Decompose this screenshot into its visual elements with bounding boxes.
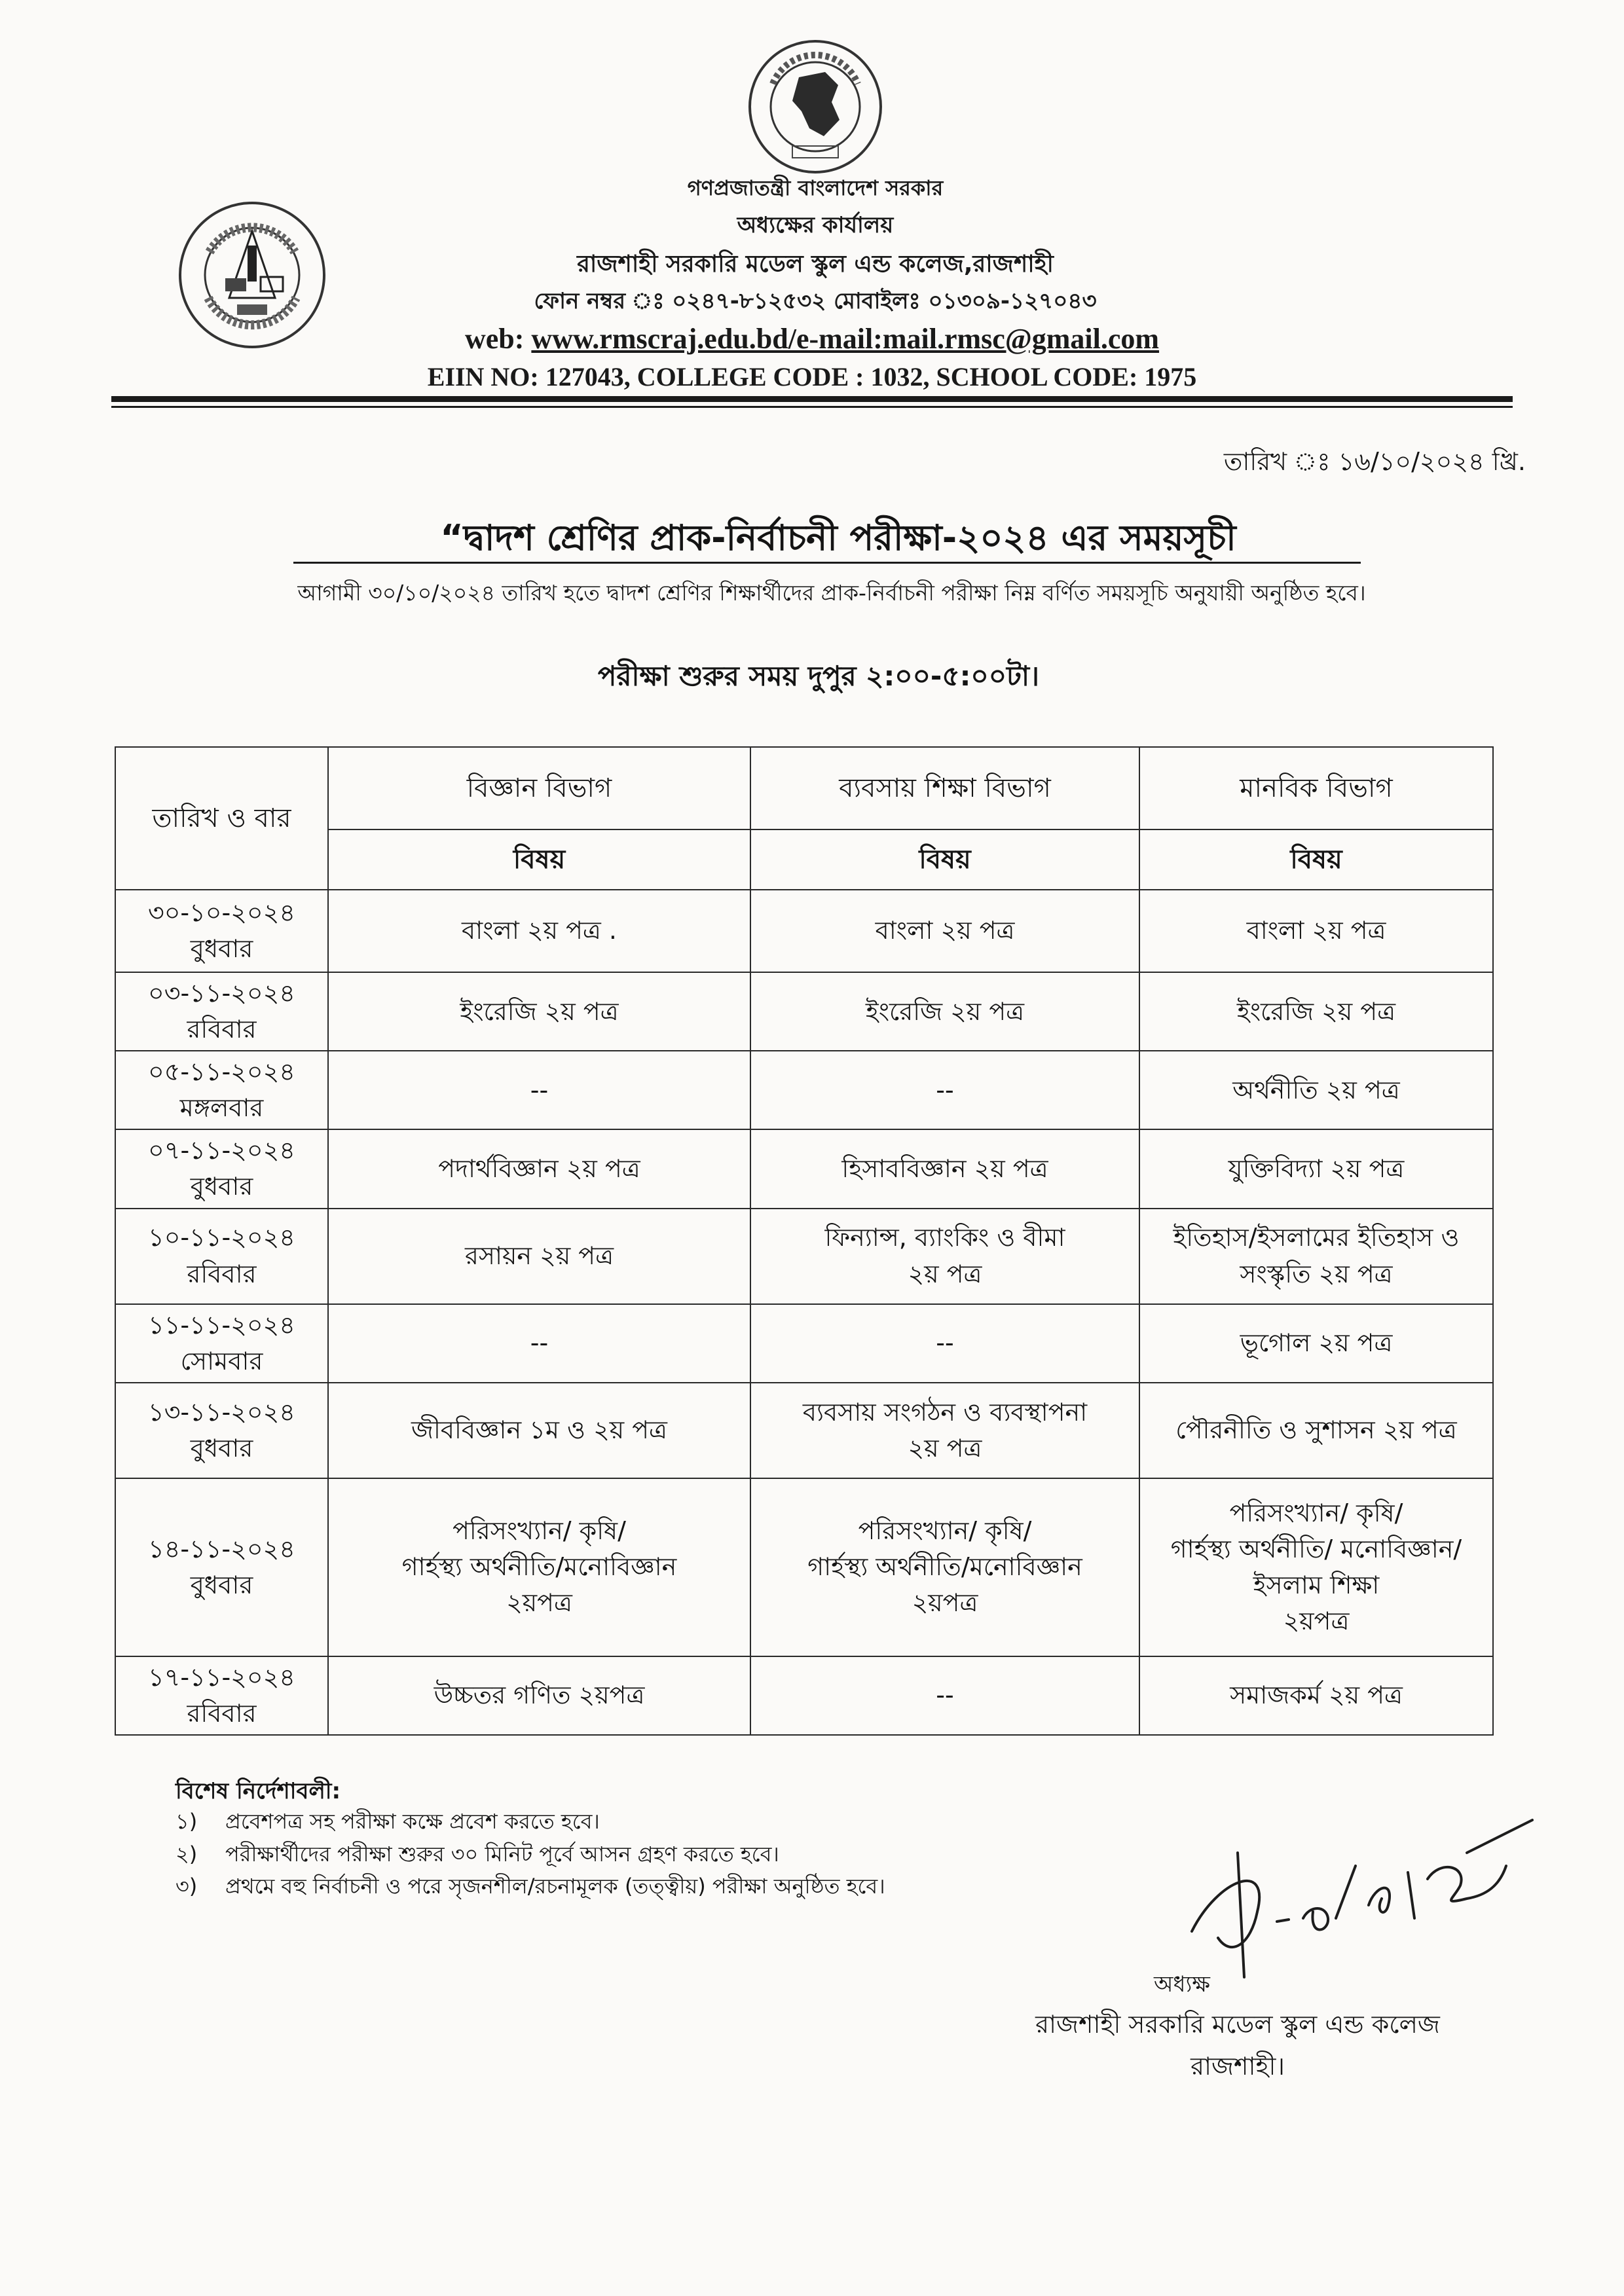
date-day-cell (115, 890, 328, 972)
header-divider-thick (111, 396, 1513, 402)
subject-line: -- (530, 1328, 549, 1358)
signatory-college: রাজশাহী সরকারি মডেল স্কুল এন্ড কলেজ (1035, 2010, 1440, 2039)
exam-date: ০৫-১১-২০২৪ (148, 1057, 295, 1087)
instructions-title: বিশেষ নির্দেশাবলী: (175, 1778, 341, 1804)
subject-line: বাংলা ২য় পত্র (1246, 916, 1386, 945)
signatory-title: অধ্যক্ষ (1154, 1971, 1210, 1997)
business-subject-cell (750, 1051, 1139, 1129)
subject-line: ভূগোল ২য় পত্র (1240, 1328, 1393, 1358)
table-row (115, 1304, 1493, 1383)
date-day-cell (115, 1656, 328, 1735)
subject-line: গার্হস্থ্য অর্থনীতি/মনোবিজ্ঞান (807, 1552, 1082, 1582)
humanities-subject-cell (1139, 890, 1493, 972)
humanities-subject-cell (1139, 972, 1493, 1051)
school-logo-icon (177, 200, 327, 350)
header-divider-thin (111, 406, 1513, 408)
subject-line: সংস্কৃতি ২য় পত্র (1240, 1259, 1393, 1288)
business-subject-header: বিষয় (750, 829, 1139, 890)
instruction-item: ৩) প্রথমে বহু নির্বাচনী ও পরে সৃজনশীল/রচনামূলক (তত্ত্বীয়) পরীক্ষা অনুষ্ঠিত হবে। (175, 1874, 885, 1899)
subject-line: ইংরেজি ২য় পত্র (1236, 996, 1396, 1026)
title-underline (293, 562, 1361, 564)
web-email-line (367, 322, 1257, 355)
instructions-list (175, 1806, 885, 1903)
office-name: অধ্যক্ষের কার্যালয় (737, 212, 894, 238)
date-day-header: তারিখ ও বার (115, 747, 328, 890)
subject-line: পরিসংখ্যান/ কৃষি/ (452, 1516, 626, 1546)
science-subject-cell (328, 1129, 750, 1208)
subject-line: অর্থনীতি ২য় পত্র (1232, 1075, 1400, 1104)
exam-date: ১০-১১-২০২৪ (148, 1223, 295, 1252)
date-day-cell (115, 1383, 328, 1478)
business-subject-cell (750, 1209, 1139, 1304)
exam-day: রবিবার (187, 1698, 257, 1728)
table-row (115, 972, 1493, 1051)
web-link[interactable]: www.rmscraj.edu.bd/e-mail:mail.rmsc@gmail.com (531, 323, 1160, 355)
subject-line: সমাজকর্ম ২য় পত্র (1230, 1681, 1403, 1710)
exam-start-time: পরীক্ষা শুরুর সময় দুপুর ২:০০-৫:০০টা। (597, 660, 1040, 692)
science-subject-cell (328, 1209, 750, 1304)
subject-line: জীববিজ্ঞান ১ম ও ২য় পত্র (411, 1415, 667, 1445)
signatory-city: রাজশাহী। (1190, 2052, 1285, 2081)
exam-date: ৩০-১০-২০২৪ (148, 898, 295, 927)
subject-line: পরিসংখ্যান/ কৃষি/ (858, 1516, 1032, 1546)
table-row (115, 1209, 1493, 1304)
date-day-cell (115, 1304, 328, 1383)
subject-line: ইসলাম শিক্ষা (1253, 1570, 1380, 1599)
exam-date: ১৩-১১-২০২৪ (148, 1397, 295, 1427)
subject-line: হিসাববিজ্ঞান ২য় পত্র (841, 1154, 1048, 1183)
exam-schedule-table (115, 746, 1494, 1736)
subject-line: উচ্চতর গণিত ২য়পত্র (434, 1681, 645, 1710)
date-day-cell (115, 972, 328, 1051)
science-subject-cell (328, 1383, 750, 1478)
subject-line: ব্যবসায় সংগঠন ও ব্যবস্থাপনা (802, 1397, 1088, 1427)
business-subject-cell (750, 890, 1139, 972)
table-row (115, 1129, 1493, 1208)
subject-line: যুক্তিবিদ্যা ২য় পত্র (1228, 1154, 1405, 1183)
science-subject-cell (328, 1051, 750, 1129)
government-name: গণপ্রজাতন্ত্রী বাংলাদেশ সরকার (687, 175, 944, 200)
business-subject-cell (750, 1383, 1139, 1478)
exam-day: বুধবার (190, 1172, 253, 1201)
subject-line: পৌরনীতি ও সুশাসন ২য় পত্র (1175, 1415, 1457, 1445)
humanities-subject-cell (1139, 1051, 1493, 1129)
science-subject-cell (328, 890, 750, 972)
humanities-subject-cell (1139, 1304, 1493, 1383)
table-row (115, 1478, 1493, 1656)
humanities-subject-cell (1139, 1129, 1493, 1208)
exam-date: ১১-১১-২০২৪ (148, 1310, 295, 1339)
exam-day: বুধবার (190, 1433, 253, 1463)
business-subject-cell (750, 1478, 1139, 1656)
business-subject-cell (750, 1656, 1139, 1735)
subject-line: ফিন্যান্স, ব্যাংকিং ও বীমা (824, 1223, 1065, 1252)
document-date: তারিখ ঃ ১৬/১০/২০২৪ খ্রি. (1223, 447, 1526, 476)
phone-numbers: ফোন নম্বর ঃ ০২৪৭-৮১২৫৩২ মোবাইলঃ ০১৩০৯-১২৭০৪৩ (534, 288, 1097, 314)
science-subject-cell (328, 1478, 750, 1656)
subject-line: -- (936, 1681, 954, 1710)
business-subject-cell (750, 1304, 1139, 1383)
government-seal-icon (747, 38, 884, 175)
exam-date: ১৭-১১-২০২৪ (148, 1662, 295, 1692)
subject-line: -- (530, 1075, 549, 1104)
eiin-codes: EIIN NO: 127043, COLLEGE CODE : 1032, SCHOOL CODE: 1975 (427, 362, 1197, 392)
date-day-cell (115, 1129, 328, 1208)
subject-line: পদার্থবিজ্ঞান ২য় পত্র (438, 1154, 640, 1183)
exam-day: বুধবার (190, 1570, 253, 1599)
business-subject-cell (750, 1129, 1139, 1208)
intro-text: আগামী ৩০/১০/২০২৪ তারিখ হতে দ্বাদশ শ্রেণির শিক্ষার্থীদের প্রাক-নির্বাচনী পরীক্ষা নিম্ন বর্ণিত সময়সূচি অনুযায়ী অনুষ্ঠিত হবে। (297, 580, 1366, 606)
subject-line: বাংলা ২য় পত্র . (462, 916, 617, 945)
instruction-item: ১) প্রবেশপত্র সহ পরীক্ষা কক্ষে প্রবেশ করতে হবে। (175, 1809, 600, 1834)
web-prefix: web: (464, 323, 532, 355)
college-name: রাজশাহী সরকারি মডেল স্কুল এন্ড কলেজ,রাজশাহী (577, 251, 1054, 278)
humanities-subject-cell (1139, 1656, 1493, 1735)
humanities-subject-cell (1139, 1478, 1493, 1656)
subject-line: -- (936, 1328, 954, 1358)
instruction-item: ২) পরীক্ষার্থীদের পরীক্ষা শুরুর ৩০ মিনিট পূর্বে আসন গ্রহণ করতে হবে। (175, 1841, 779, 1867)
subject-line: -- (936, 1075, 954, 1104)
science-subject-cell (328, 972, 750, 1051)
document-title: “দ্বাদশ শ্রেণির প্রাক-নির্বাচনী পরীক্ষা-২০২৪ এর সময়সূচী (440, 517, 1236, 558)
table-row (115, 1051, 1493, 1129)
subject-line: ইতিহাস/ইসলামের ইতিহাস ও (1173, 1223, 1460, 1252)
subject-line: বাংলা ২য় পত্র (875, 916, 1015, 945)
date-day-cell (115, 1478, 328, 1656)
exam-day: রবিবার (187, 1259, 257, 1288)
exam-day: সোমবার (180, 1346, 263, 1376)
table-row (115, 890, 1493, 972)
science-subject-cell (328, 1656, 750, 1735)
date-day-cell (115, 1209, 328, 1304)
subject-line: ২য়পত্র (1283, 1606, 1350, 1635)
exam-day: রবিবার (187, 1015, 257, 1044)
subject-line: গার্হস্থ্য অর্থনীতি/মনোবিজ্ঞান (401, 1552, 677, 1582)
science-dept-header: বিজ্ঞান বিভাগ (328, 747, 750, 829)
business-subject-cell (750, 972, 1139, 1051)
science-subject-cell (328, 1304, 750, 1383)
subject-line: ২য়পত্র (912, 1588, 978, 1618)
subject-line: গার্হস্থ্য অর্থনীতি/ মনোবিজ্ঞান/ (1170, 1534, 1462, 1563)
exam-date: ০৩-১১-২০২৪ (148, 979, 295, 1008)
exam-day: মঙ্গলবার (179, 1093, 264, 1123)
subject-line: ইংরেজি ২য় পত্র (460, 996, 619, 1026)
exam-day: বুধবার (190, 934, 253, 963)
date-day-cell (115, 1051, 328, 1129)
exam-date: ০৭-১১-২০২৪ (148, 1136, 295, 1165)
subject-line: ২য় পত্র (908, 1259, 982, 1288)
humanities-subject-cell (1139, 1209, 1493, 1304)
subject-line: ২য় পত্র (908, 1433, 982, 1463)
science-subject-header: বিষয় (328, 829, 750, 890)
subject-line: ২য়পত্র (506, 1588, 572, 1618)
exam-date: ১৪-১১-২০২৪ (148, 1534, 295, 1563)
business-dept-header: ব্যবসায় শিক্ষা বিভাগ (750, 747, 1139, 829)
subject-line: ইংরেজি ২য় পত্র (865, 996, 1025, 1026)
subject-line: পরিসংখ্যান/ কৃষি/ (1229, 1498, 1403, 1527)
table-row (115, 1656, 1493, 1735)
humanities-subject-header: বিষয় (1139, 829, 1493, 890)
humanities-subject-cell (1139, 1383, 1493, 1478)
subject-line: রসায়ন ২য় পত্র (464, 1241, 614, 1271)
humanities-dept-header: মানবিক বিভাগ (1139, 747, 1493, 829)
table-row (115, 1383, 1493, 1478)
